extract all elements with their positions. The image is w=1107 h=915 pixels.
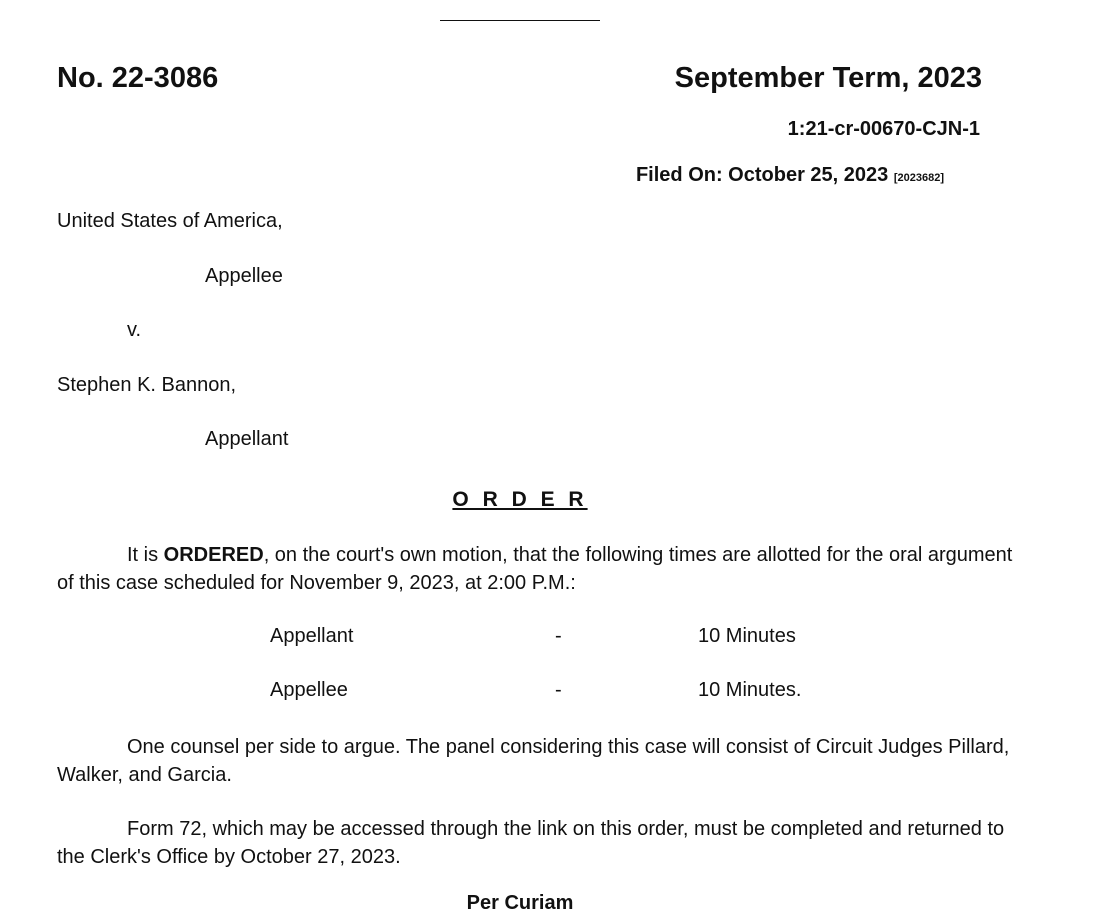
district-case-number: 1:21-cr-00670-CJN-1 xyxy=(787,118,980,140)
allotment-row xyxy=(0,625,1107,653)
allotment-row xyxy=(0,679,1107,707)
top-divider xyxy=(440,20,600,21)
para3-text: Form 72, which may be accessed through the link on this order, must be completed and returned to the Clerk's Office by October 27, 2023. xyxy=(57,818,1005,868)
para2-text: One counsel per side to argue. The panel considering this case will consist of Circuit Judges Pillard, Walker, and Garcia. xyxy=(57,736,1010,786)
allotment-dash: - xyxy=(555,625,562,647)
filed-label: Filed On: October 25, 2023 xyxy=(635,164,889,186)
order-paragraph-2 xyxy=(57,733,1017,789)
allotment-dash: - xyxy=(555,679,562,701)
order-title: O R D E R xyxy=(452,488,588,511)
allotment-party: Appellant xyxy=(270,625,354,647)
party-appellee-role: Appellee xyxy=(205,265,283,287)
order-paragraph-3 xyxy=(57,815,1017,871)
allotment-time: 10 Minutes xyxy=(698,625,796,647)
party-appellant-name: Stephen K. Bannon, xyxy=(57,374,237,396)
case-number: No. 22-3086 xyxy=(57,62,219,94)
document-number: [2023682] xyxy=(893,172,944,184)
ordered-keyword: ORDERED xyxy=(163,544,264,566)
order-paragraph-1 xyxy=(57,541,1017,597)
para1-rest: , on the court's own motion, that the following times are allotted for the oral argument of this case scheduled for November 9, 2023, at 2:00 P.M.: xyxy=(57,544,1013,594)
party-appellee-name: United States of America, xyxy=(57,210,283,232)
allotment-party: Appellee xyxy=(270,679,348,701)
versus-label: v. xyxy=(127,319,142,341)
court-term: September Term, 2023 xyxy=(674,62,982,94)
para1-intro: It is xyxy=(127,544,164,566)
filed-date xyxy=(636,164,944,187)
allotment-time: 10 Minutes. xyxy=(698,679,802,701)
per-curiam-signature: Per Curiam xyxy=(466,892,574,914)
party-appellant-role: Appellant xyxy=(205,428,289,450)
